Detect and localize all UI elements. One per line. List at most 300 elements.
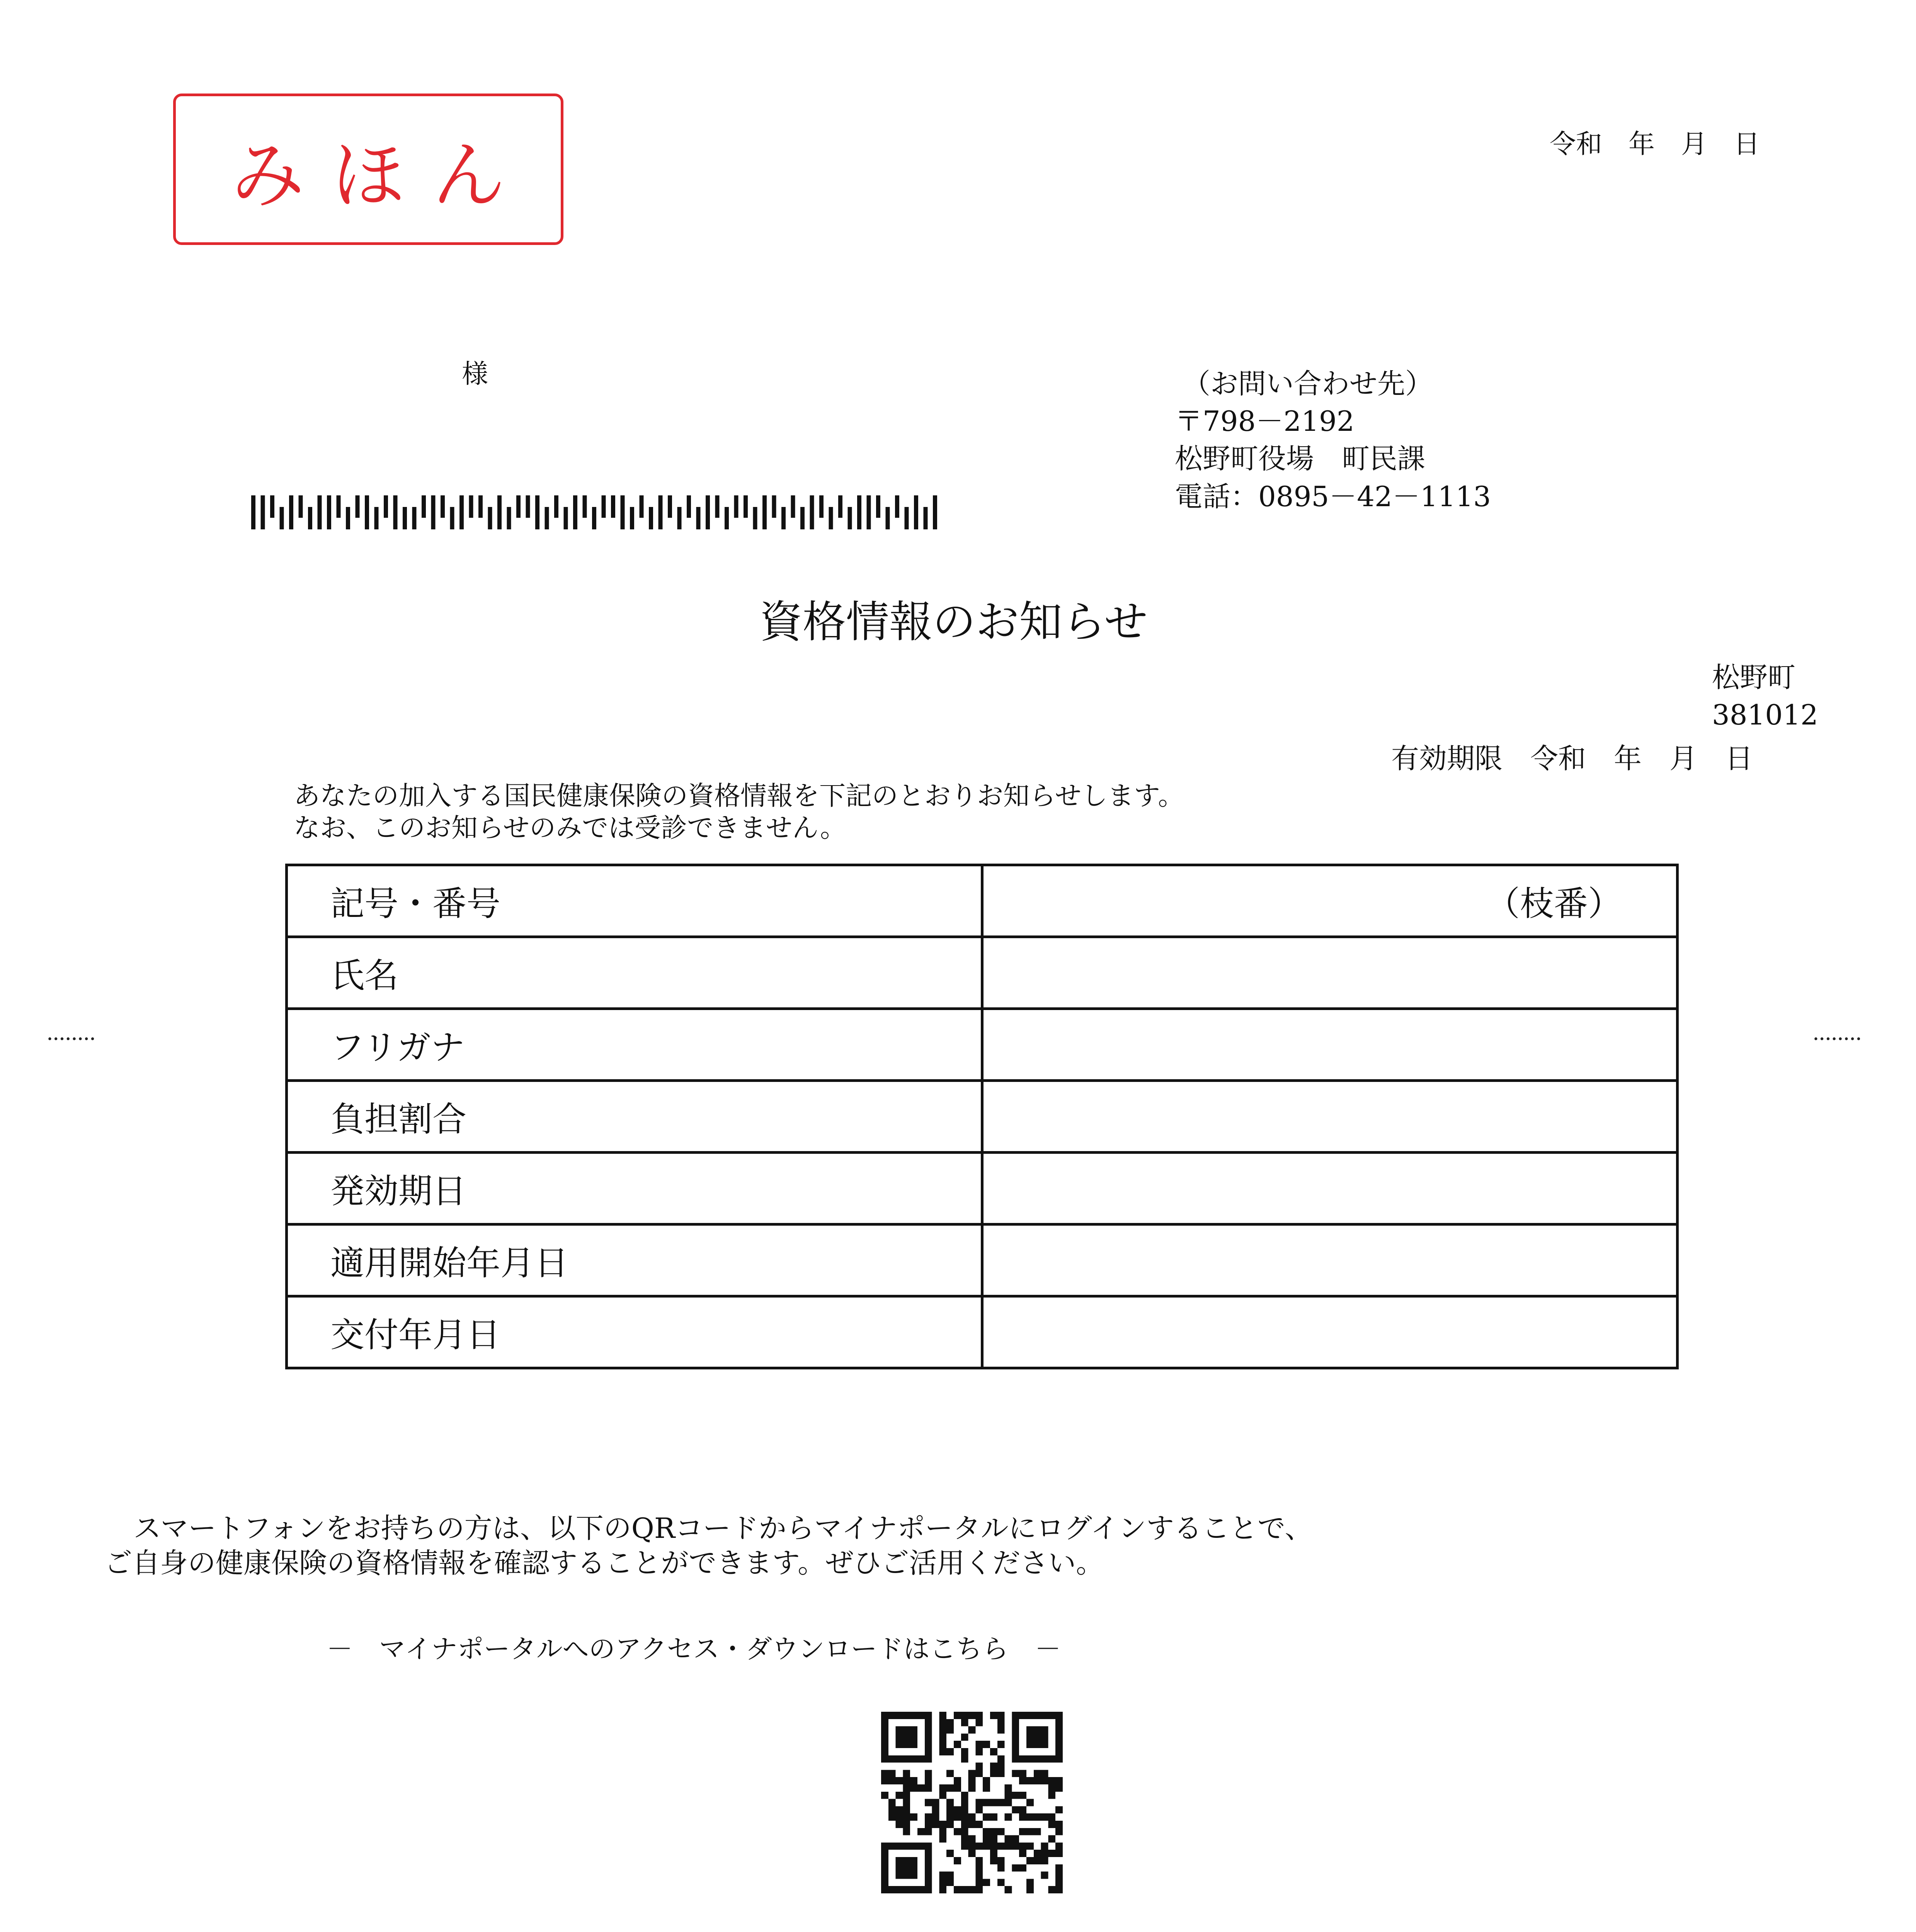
qr-module [1019, 1864, 1026, 1872]
qr-module [903, 1806, 910, 1813]
qr-module [975, 1857, 983, 1864]
qr-module [975, 1821, 983, 1828]
barcode-bar [876, 495, 880, 518]
barcode-bar [848, 507, 852, 529]
qr-module [975, 1872, 983, 1879]
qr-module [939, 1872, 946, 1879]
row-value [982, 1153, 1678, 1225]
qr-module [983, 1784, 990, 1792]
intro-line-1: あなたの加入する国民健康保険の資格情報を下記のとおりお知らせします。 [294, 781, 1184, 811]
qr-module [997, 1712, 1005, 1719]
qr-module [1026, 1879, 1034, 1886]
qr-module [946, 1748, 954, 1755]
qr-module [968, 1886, 976, 1893]
barcode-bar [497, 495, 502, 529]
qr-module [975, 1799, 983, 1806]
qr-module [975, 1719, 983, 1726]
qr-module [903, 1770, 910, 1777]
barcode-bar [829, 507, 833, 529]
barcode-bar [895, 495, 899, 518]
qr-module [975, 1712, 983, 1719]
qr-module [1005, 1792, 1012, 1799]
qr-module [1055, 1872, 1063, 1879]
barcode-bar [762, 495, 767, 529]
barcode-bar [488, 507, 492, 529]
qr-module [1034, 1777, 1041, 1784]
barcode-bar [374, 507, 379, 529]
qr-module [881, 1777, 888, 1784]
qr-module [903, 1777, 910, 1784]
qr-module [961, 1755, 968, 1763]
qr-module [968, 1842, 976, 1850]
qr-module [975, 1741, 983, 1748]
qr-module [968, 1835, 976, 1843]
qr-module [1048, 1813, 1055, 1821]
barcode-bar [838, 495, 842, 518]
qr-module [997, 1755, 1005, 1763]
qr-module [910, 1777, 917, 1784]
row-label: 氏名 [287, 937, 982, 1009]
row-label: 発効期日 [287, 1153, 982, 1225]
qr-module [1019, 1842, 1026, 1850]
barcode-bar [933, 495, 937, 529]
qr-module [1048, 1835, 1055, 1843]
qr-module [1026, 1842, 1034, 1850]
qr-module [946, 1770, 954, 1777]
barcode-bar [403, 507, 407, 529]
qr-module [888, 1770, 896, 1777]
qr-module [1034, 1857, 1041, 1864]
qr-module [903, 1828, 910, 1835]
barcode-bar [280, 507, 284, 529]
row-value [982, 1296, 1678, 1368]
qr-module [932, 1799, 939, 1806]
qr-module [1026, 1777, 1034, 1784]
qr-module [983, 1879, 990, 1886]
barcode-bar [819, 495, 824, 518]
row-label: 負担割合 [287, 1081, 982, 1153]
qr-module [997, 1719, 1005, 1726]
barcode-bar [602, 495, 606, 518]
qr-module [990, 1842, 997, 1850]
table-row [287, 1225, 1678, 1296]
qr-module [975, 1763, 983, 1770]
qr-module [990, 1857, 997, 1864]
qr-module [939, 1828, 946, 1835]
barcode-bar [677, 507, 682, 529]
barcode-bar [611, 495, 615, 518]
qr-module [1055, 1842, 1063, 1850]
qr-module [932, 1806, 939, 1813]
qr-module [1019, 1850, 1026, 1857]
barcode-bar [564, 507, 568, 529]
qr-module [961, 1799, 968, 1806]
barcode-bar [251, 495, 255, 529]
qr-module [1012, 1806, 1019, 1813]
qr-module [968, 1777, 976, 1784]
barcode-bar [753, 507, 757, 529]
qr-module [1005, 1835, 1012, 1843]
qr-module [990, 1828, 997, 1835]
qr-module [925, 1777, 932, 1784]
barcode-bar [412, 507, 417, 529]
barcode-bar [905, 507, 909, 529]
barcode-bar [914, 495, 918, 529]
barcode-bar [356, 495, 360, 518]
qr-module [1012, 1770, 1019, 1777]
qr-module [939, 1792, 946, 1799]
qr-module [1026, 1726, 1048, 1748]
qr-module [990, 1813, 997, 1821]
qr-module [888, 1777, 896, 1784]
qr-module [888, 1806, 896, 1813]
barcode-bar [261, 495, 265, 529]
qr-module [1034, 1770, 1041, 1777]
qr-module [983, 1777, 990, 1784]
barcode-bar [526, 495, 530, 518]
qr-module [990, 1850, 997, 1857]
qr-module [1012, 1864, 1019, 1872]
qr-module [939, 1726, 946, 1734]
barcode-bar [554, 495, 558, 518]
qr-module [1041, 1842, 1048, 1850]
qr-module [997, 1864, 1005, 1872]
barcode-bar [725, 507, 729, 529]
qr-module [1055, 1879, 1063, 1886]
qr-module [939, 1741, 946, 1748]
qr-module [881, 1770, 888, 1777]
qr-module [975, 1806, 983, 1813]
qr-module [968, 1712, 976, 1719]
qr-module [997, 1857, 1005, 1864]
barcode-bar [621, 495, 625, 529]
qr-module [939, 1719, 946, 1726]
barcode-bar [640, 495, 644, 518]
qr-module [1048, 1777, 1055, 1784]
table-row [287, 1296, 1678, 1368]
row-value [982, 1225, 1678, 1296]
barcode-bar [715, 495, 720, 518]
qr-module [997, 1828, 1005, 1835]
qr-module [939, 1784, 946, 1792]
barcode-bar [800, 507, 805, 529]
qr-module [925, 1784, 932, 1792]
barcode-bar [318, 495, 322, 529]
qr-module [968, 1813, 976, 1821]
qr-module [1012, 1792, 1019, 1799]
barcode-bar [857, 495, 861, 529]
barcode-bar [478, 495, 483, 518]
qr-module [954, 1712, 961, 1719]
qr-module [939, 1886, 946, 1893]
qr-module [946, 1850, 954, 1857]
row-label: 記号・番号 [287, 865, 982, 937]
intro-line-2: なお、このお知らせのみでは受診できません。 [294, 813, 847, 844]
contact-block [1175, 365, 1491, 515]
qr-module [939, 1879, 946, 1886]
qr-module [961, 1835, 968, 1843]
barcode-bar [507, 507, 511, 529]
issue-date: 令和 年 月 日 [1550, 129, 1760, 160]
qr-module [917, 1828, 925, 1835]
issuer-name: 松野町 [1712, 661, 1796, 694]
qr-module [1019, 1828, 1026, 1835]
qr-module [990, 1799, 997, 1806]
barcode-bar [781, 507, 786, 529]
barcode-bar [469, 495, 473, 518]
qr-module [983, 1842, 990, 1850]
barcode-bar [744, 495, 748, 518]
qr-module [1026, 1828, 1034, 1835]
barcode-bar [337, 495, 341, 518]
qr-module [946, 1784, 954, 1792]
qr-module [946, 1799, 954, 1806]
qr-module [997, 1879, 1005, 1886]
qr-module [1005, 1813, 1012, 1821]
qr-module [1034, 1828, 1041, 1835]
barcode-bar [299, 495, 303, 518]
barcode-bar [384, 495, 388, 518]
contact-office: 松野町役場 町民課 [1175, 442, 1426, 475]
smartphone-line-1: スマートフォンをお持ちの方は、以下のQRコードからマイナポータルにログインすることで、 [133, 1512, 1313, 1544]
qr-module [968, 1784, 976, 1792]
qr-module [932, 1813, 939, 1821]
barcode-bar [573, 495, 577, 529]
validity-period: 有効期限 令和 年 月 日 [1391, 742, 1753, 775]
qr-module [903, 1821, 910, 1828]
barcode-bar [545, 507, 549, 529]
qr-module [925, 1813, 932, 1821]
qr-module [1055, 1886, 1063, 1893]
qr-module [1048, 1784, 1055, 1792]
cut-mark-right-1: ........ [1812, 1020, 1862, 1045]
qr-module [961, 1712, 968, 1719]
issuer-block [1712, 659, 1818, 734]
qr-module [1041, 1850, 1048, 1857]
smartphone-text [104, 1511, 1313, 1580]
barcode-bar [308, 507, 312, 529]
qr-module [1048, 1792, 1055, 1799]
qr-module [946, 1806, 954, 1813]
qr-module [983, 1835, 990, 1843]
contact-heading: （お問い合わせ先） [1183, 367, 1433, 400]
postal-barcode [251, 495, 947, 529]
qr-module [961, 1886, 968, 1893]
qr-module [1012, 1842, 1019, 1850]
barcode-bar [772, 495, 776, 518]
qr-module [975, 1879, 983, 1886]
barcode-bar [810, 495, 814, 529]
qr-module [1026, 1813, 1034, 1821]
qr-module [1041, 1770, 1048, 1777]
qr-module [968, 1726, 976, 1734]
qr-module [954, 1784, 961, 1792]
barcode-bar [867, 495, 871, 529]
qr-module [946, 1821, 954, 1828]
qr-module [1034, 1850, 1041, 1857]
contact-phone: 電話：0895－42－1113 [1175, 480, 1491, 513]
qr-module [997, 1842, 1005, 1850]
qr-module [961, 1719, 968, 1726]
qr-module [975, 1842, 983, 1850]
barcode-bar [459, 495, 464, 529]
qr-module [968, 1821, 976, 1828]
qr-module [990, 1763, 997, 1770]
qr-module [1041, 1777, 1048, 1784]
barcode-bar [734, 495, 738, 518]
qr-module [961, 1748, 968, 1755]
qr-module [1005, 1842, 1012, 1850]
table-row [287, 1009, 1678, 1081]
row-value: （枝番） [982, 865, 1678, 937]
qr-module [917, 1784, 925, 1792]
qr-module [1055, 1821, 1063, 1828]
qr-module [932, 1821, 939, 1828]
qr-module [954, 1777, 961, 1784]
qr-module [896, 1806, 903, 1813]
qr-module [1026, 1799, 1034, 1806]
qr-module [939, 1821, 946, 1828]
qr-module [968, 1850, 976, 1857]
barcode-bar [450, 507, 454, 529]
qr-module [990, 1835, 997, 1843]
qr-module [925, 1828, 932, 1835]
qr-module [896, 1813, 903, 1821]
qr-module [1005, 1799, 1012, 1806]
barcode-bar [441, 495, 445, 518]
row-label: フリガナ [287, 1009, 982, 1081]
qr-module [1048, 1821, 1055, 1828]
table-row [287, 937, 1678, 1009]
qr-module [997, 1799, 1005, 1806]
qr-module [975, 1748, 983, 1755]
qr-module [896, 1821, 903, 1828]
qr-module [910, 1813, 917, 1821]
barcode-bar [791, 495, 795, 518]
qr-module [997, 1741, 1005, 1748]
barcode-bar [687, 495, 691, 518]
qr-module [881, 1792, 888, 1799]
barcode-bar [696, 507, 701, 529]
qr-module [888, 1813, 896, 1821]
qr-module [896, 1726, 917, 1748]
qr-module [1026, 1857, 1034, 1864]
qr-module [1055, 1806, 1063, 1813]
table-row [287, 865, 1678, 937]
qr-module [939, 1733, 946, 1741]
portal-caption: － マイナポータルへのアクセス・ダウンロードはこちら － [327, 1634, 1061, 1665]
smartphone-line-2: ご自身の健康保険の資格情報を確認することができます。ぜひご活用ください。 [104, 1547, 1104, 1579]
qr-module [990, 1770, 997, 1777]
qr-module [954, 1828, 961, 1835]
qr-module [910, 1784, 917, 1792]
qr-module [990, 1748, 997, 1755]
qr-module [1026, 1886, 1034, 1893]
qr-module [939, 1835, 946, 1843]
qr-module [1055, 1864, 1063, 1872]
qr-module [997, 1763, 1005, 1770]
qr-module [946, 1813, 954, 1821]
qr-module [903, 1784, 910, 1792]
qr-module [954, 1857, 961, 1864]
qr-code-icon[interactable] [881, 1712, 1063, 1893]
qr-module [1019, 1777, 1026, 1784]
qr-module [903, 1792, 910, 1799]
qr-module [1005, 1784, 1012, 1792]
qr-module [888, 1799, 896, 1806]
barcode-bar [592, 507, 596, 529]
barcode-bar [583, 495, 587, 518]
qr-module [1055, 1850, 1063, 1857]
cut-mark-left-1: ........ [46, 1020, 95, 1045]
barcode-bar [630, 507, 634, 529]
row-value [982, 937, 1678, 1009]
qr-module [975, 1886, 983, 1893]
qr-module [983, 1813, 990, 1821]
row-label: 適用開始年月日 [287, 1225, 982, 1296]
barcode-bar [431, 495, 436, 529]
table-row [287, 1081, 1678, 1153]
qr-module [997, 1726, 1005, 1734]
row-value [982, 1009, 1678, 1081]
barcode-bar [659, 495, 663, 529]
qr-module [1019, 1813, 1026, 1821]
qr-module [1012, 1835, 1019, 1843]
barcode-bar [270, 495, 274, 518]
qr-module [975, 1864, 983, 1872]
barcode-bar [289, 495, 293, 529]
qr-module [954, 1886, 961, 1893]
qualification-table [285, 864, 1679, 1369]
qr-module [983, 1741, 990, 1748]
qr-module [954, 1806, 961, 1813]
qr-module [1048, 1850, 1055, 1857]
qr-module [1034, 1813, 1041, 1821]
qr-module [990, 1712, 997, 1719]
sample-stamp: みほん [173, 94, 563, 245]
barcode-bar [649, 507, 653, 529]
qr-module [1048, 1886, 1055, 1893]
qr-module [946, 1719, 954, 1726]
qr-module [1041, 1813, 1048, 1821]
qr-module [925, 1799, 932, 1806]
qr-module [946, 1872, 954, 1879]
qr-module [961, 1828, 968, 1835]
qr-module [961, 1821, 968, 1828]
qr-module [939, 1748, 946, 1755]
qr-module [896, 1777, 903, 1784]
qr-module [1041, 1857, 1048, 1864]
qr-module [1005, 1886, 1012, 1893]
barcode-bar [346, 507, 350, 529]
barcode-bar [886, 507, 890, 529]
barcode-bar [393, 495, 398, 529]
qr-module [896, 1792, 903, 1799]
qr-module [946, 1879, 954, 1886]
barcode-bar [365, 495, 369, 529]
recipient-suffix: 様 [462, 359, 488, 389]
qr-module [946, 1726, 954, 1734]
qr-module [975, 1770, 983, 1777]
qr-module [1019, 1770, 1026, 1777]
qr-module [925, 1821, 932, 1828]
qr-module [1055, 1784, 1063, 1792]
qr-module [896, 1857, 917, 1879]
qr-module [1041, 1872, 1048, 1879]
qr-module [939, 1712, 946, 1719]
barcode-bar [516, 495, 521, 518]
qr-module [1019, 1792, 1026, 1799]
